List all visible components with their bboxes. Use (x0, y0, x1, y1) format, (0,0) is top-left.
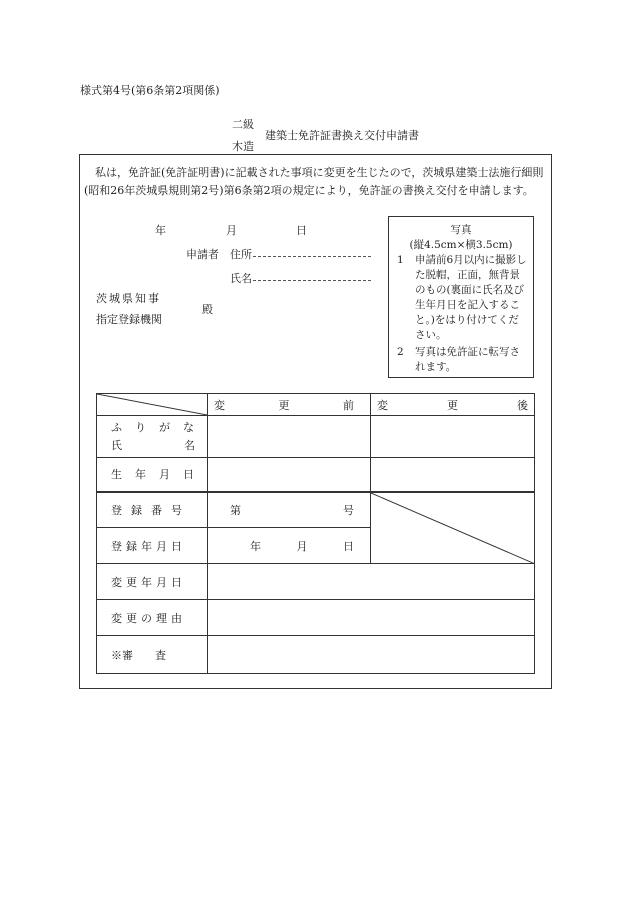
name-row-label (97, 416, 208, 458)
table-row-change-date (97, 564, 535, 600)
recipient-agency: 指定登録機関 (96, 313, 162, 326)
photo-instruction-2 (397, 345, 527, 375)
change-reason-cell[interactable] (208, 600, 535, 636)
name-before-cell[interactable] (208, 416, 371, 458)
photo-instruction-1 (397, 253, 527, 343)
birth-before-cell[interactable] (208, 458, 371, 492)
applicant-label: 申請者 (186, 248, 219, 261)
photo-size: (縦4.5cm×横3.5cm) (409, 239, 513, 251)
table-row-change-reason (97, 600, 535, 636)
header-after-char-2: 更 (447, 398, 458, 412)
address-field[interactable] (253, 246, 371, 260)
photo-instruction-2-text: 写真は免許証に転写されます。 (415, 346, 520, 373)
date-day-label: 日 (296, 224, 307, 237)
photo-instruction-1-text: 申請前6月以内に撮影した脱帽，正面，無背景のもの(裏面に氏名及び生年月日を記入すること。)をはり付けてください。 (415, 254, 527, 341)
review-cell[interactable] (208, 636, 535, 674)
photo-instruction-1-number: 1 (397, 254, 404, 266)
header-after-char-1: 変 (377, 398, 388, 412)
name-after-cell[interactable] (371, 416, 535, 458)
change-reason-label: 変更の理由 (97, 600, 208, 636)
reg-number-prefix: 第 (230, 503, 241, 517)
name-label: 氏名 (230, 272, 252, 285)
reg-after-diagonal-cell (371, 492, 535, 564)
reg-diagonal-line (371, 493, 534, 564)
grade-option-mokuzo: 木造 (232, 140, 254, 153)
photo-instruction-2-number: 2 (397, 346, 404, 358)
reg-number-suffix: 号 (343, 503, 354, 517)
reg-date-label: 登録年月日 (97, 528, 208, 564)
table-row-birth (97, 458, 535, 492)
date-month-label: 月 (226, 224, 237, 237)
header-after-char-3: 後 (517, 398, 528, 412)
address-label: 住所 (230, 248, 252, 261)
photo-box[interactable] (388, 216, 534, 378)
header-after (371, 394, 535, 416)
date-year-label: 年 (155, 224, 166, 237)
reg-date-year: 年 (250, 539, 261, 553)
reg-date-cell[interactable] (208, 528, 371, 564)
header-diagonal-cell (97, 394, 208, 416)
reg-date-day: 日 (343, 539, 354, 553)
review-label: ※審 査 (97, 636, 208, 674)
birth-after-cell[interactable] (371, 458, 535, 492)
photo-title: 写真 (450, 224, 472, 236)
title-main: 建築士免許証書換え交付申請書 (265, 129, 419, 142)
header-before (208, 394, 371, 416)
header-before-char-1: 変 (214, 398, 225, 412)
reg-number-cell[interactable] (208, 492, 371, 528)
recipient-governor: 茨城県知事 (96, 292, 161, 305)
name-label-2: 名 (184, 438, 195, 452)
birth-label: 生年月日 (97, 458, 208, 492)
header-before-char-2: 更 (278, 398, 290, 412)
change-date-cell[interactable] (208, 564, 535, 600)
furigana-label: ふりがな (111, 420, 207, 434)
table-header-row (97, 394, 535, 416)
change-date-label: 変更年月日 (97, 564, 208, 600)
table-row-review (97, 636, 535, 674)
intro-statement (84, 164, 552, 200)
change-table (96, 393, 535, 674)
table-row-reg-number (97, 492, 535, 528)
reg-number-label: 登録番号 (97, 492, 208, 528)
table-row-name (97, 416, 535, 458)
reg-date-month: 月 (296, 539, 308, 553)
name-field[interactable] (253, 270, 371, 284)
grade-option-nikyu: 二級 (232, 118, 254, 131)
intro-text: 私は，免許証(免許証明書)に記載された事項に変更を生じたので，茨城県建築士法施行細則(昭和26年茨城県規則第2号)第6条第2項の規定により，免許証の書換え交付を申請します。 (84, 166, 544, 197)
name-label-1: 氏 (111, 438, 122, 452)
form-number: 様式第4号(第6条第2項関係) (80, 84, 220, 97)
honorific: 殿 (202, 303, 213, 316)
header-before-char-3: 前 (343, 398, 354, 412)
diagonal-line (97, 394, 207, 415)
